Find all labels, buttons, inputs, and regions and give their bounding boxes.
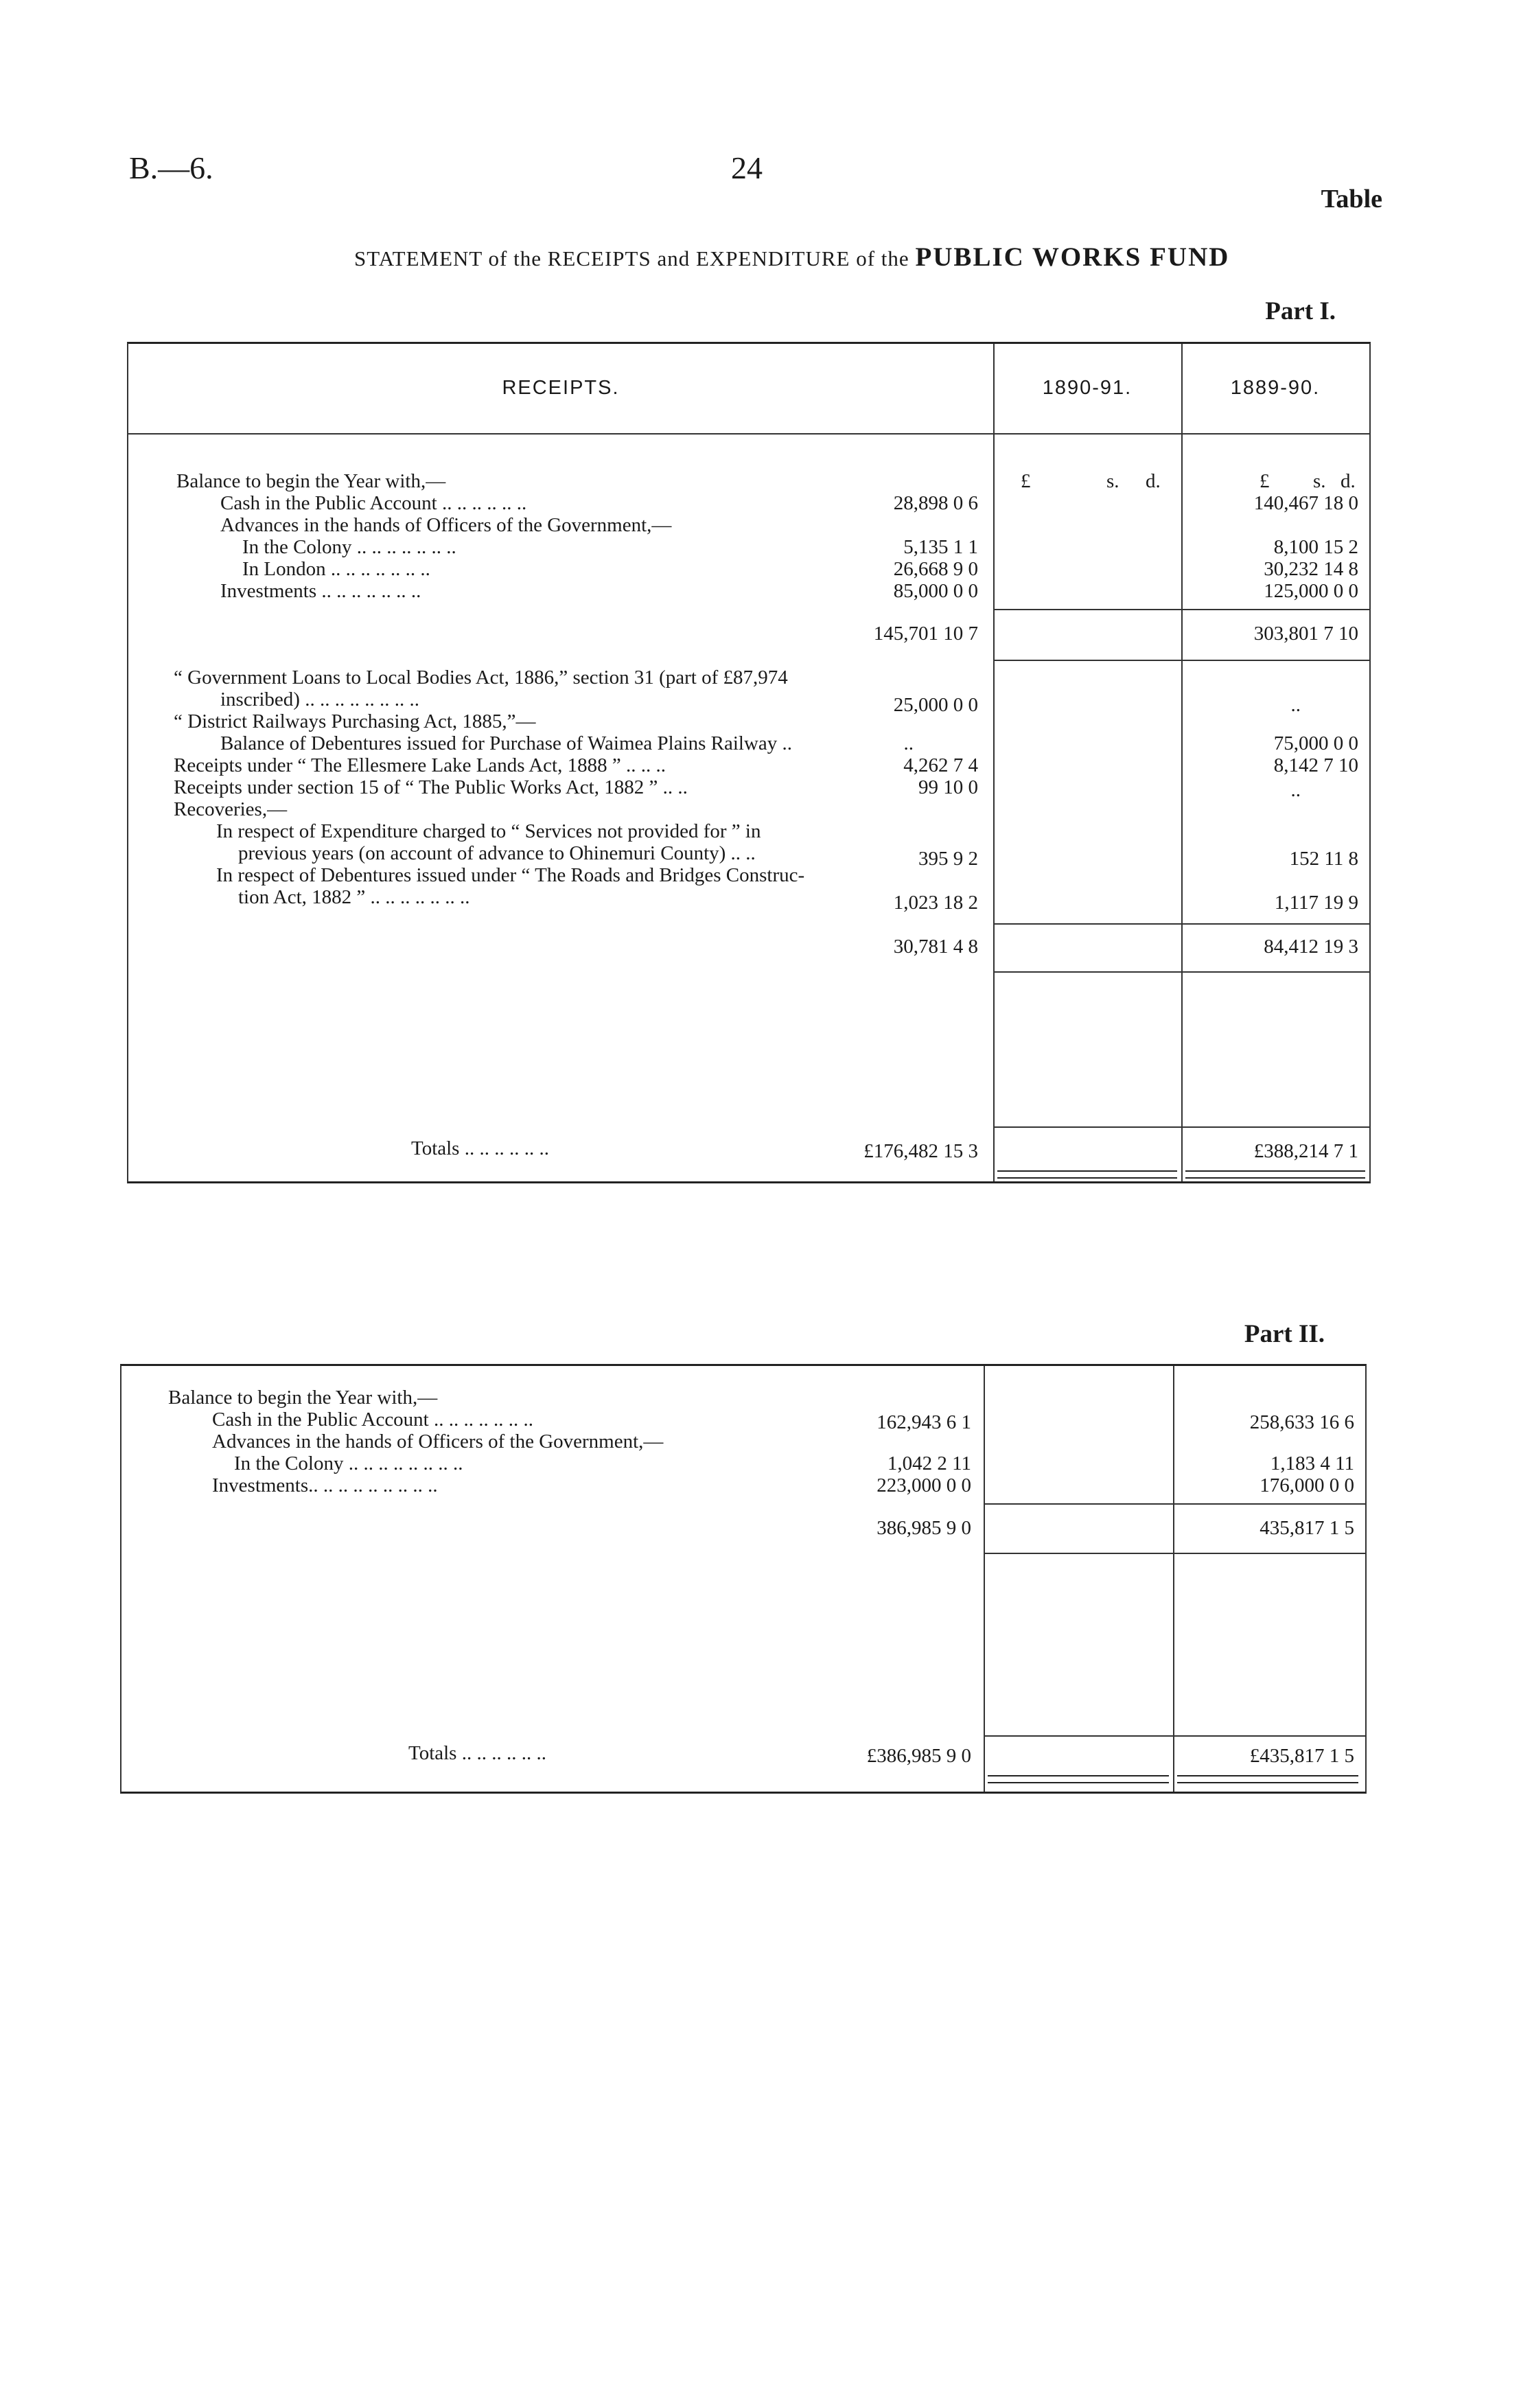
statement-title: [354, 242, 1229, 273]
p2-row-4: Investments.. .. .. .. .. .. .. .. ..: [212, 1474, 438, 1496]
unit-pound-y2: £: [1260, 470, 1270, 492]
p1-row2-1-y1: 25,000 0 0: [893, 694, 978, 716]
part-1-table: [127, 342, 1371, 1183]
p2-totals-label: Totals .. .. .. .. .. ..: [408, 1742, 546, 1764]
p1-row2-3: Balance of Debentures issued for Purchase of Waimea Plains Railway ..: [220, 732, 793, 754]
p2-row-4-y2: 176,000 0 0: [1260, 1474, 1354, 1496]
p1-row-1-y1: 28,898 0 6: [893, 492, 978, 514]
p2-totals-y2: £435,817 1 5: [1249, 1745, 1354, 1767]
p2-row-3: In the Colony .. .. .. .. .. .. .. ..: [234, 1452, 463, 1474]
p1-row2-8: previous years (on account of advance to Ohinemuri County) .. ..: [238, 842, 756, 864]
title-prefix: STATEMENT of the RECEIPTS and EXPENDITURE of the: [354, 246, 909, 270]
fund-name: PUBLIC WORKS FUND: [915, 242, 1230, 272]
p1-row2-8-y1: 395 9 2: [918, 848, 978, 870]
col-1889-90-header: 1889-90.: [1230, 377, 1321, 399]
p1-row2-5-y1: 99 10 0: [918, 776, 978, 798]
p1-row2-3-y2: 75,000 0 0: [1273, 732, 1358, 754]
p1-row-5-y2: 125,000 0 0: [1264, 580, 1358, 602]
p1-row-3-y2: 8,100 15 2: [1273, 536, 1358, 558]
part-2-table: [120, 1364, 1367, 1794]
part-2-label: Part II.: [1244, 1320, 1325, 1348]
p1-row-5: Investments .. .. .. .. .. .. ..: [220, 580, 421, 602]
p1-row2-4-y1: 4,262 7 4: [903, 754, 978, 776]
p1-row-1-y2: 140,467 18 0: [1253, 492, 1358, 514]
p1-subtotal-1-y2: 303,801 7 10: [1253, 623, 1358, 645]
p2-row-4-y1: 223,000 0 0: [877, 1474, 971, 1496]
col-1890-91-header: 1890-91.: [1042, 377, 1133, 399]
p1-row2-10: tion Act, 1882 ” .. .. .. .. .. .. ..: [238, 886, 470, 908]
p2-row-1: Cash in the Public Account .. .. .. .. .. .. ..: [212, 1409, 533, 1431]
p1-totals-y1: £176,482 15 3: [863, 1140, 978, 1162]
p1-row2-0: “ Government Loans to Local Bodies Act, 1886,” section 31 (part of £87,974: [174, 667, 788, 688]
p1-row2-4: Receipts under “ The Ellesmere Lake Lands Act, 1888 ” .. .. ..: [174, 754, 666, 776]
p2-subtotal-y2: 435,817 1 5: [1260, 1517, 1354, 1539]
document-reference: B.—6.: [129, 150, 213, 185]
p1-row-3-y1: 5,135 1 1: [903, 536, 978, 558]
p1-row2-2: “ District Railways Purchasing Act, 1885,”—: [174, 710, 536, 732]
p2-row-0: Balance to begin the Year with,—: [168, 1387, 438, 1409]
p2-row-1-y2: 258,633 16 6: [1249, 1411, 1354, 1433]
p1-row-1: Cash in the Public Account .. .. .. .. .. ..: [220, 492, 527, 514]
p2-row-2: Advances in the hands of Officers of the Government,—: [212, 1431, 664, 1452]
page-number: 24: [731, 150, 763, 185]
p1-row2-8-y2: 152 11 8: [1289, 848, 1358, 870]
unit-d-y1: d.: [1146, 470, 1161, 492]
p1-row2-6: Recoveries,—: [174, 798, 288, 820]
unit-d-y2: d.: [1340, 470, 1356, 492]
p1-row2-5: Receipts under section 15 of “ The Public Works Act, 1882 ” .. ..: [174, 776, 688, 798]
p1-row2-10-y2: 1,117 19 9: [1274, 892, 1358, 914]
unit-s-y2: s.: [1313, 470, 1326, 492]
p1-row-4-y1: 26,668 9 0: [893, 558, 978, 580]
p1-subtotal-2-y2: 84,412 19 3: [1264, 936, 1358, 958]
p1-totals-label: Totals .. .. .. .. .. ..: [411, 1137, 549, 1159]
p1-row-4-y2: 30,232 14 8: [1264, 558, 1358, 580]
unit-pound-y1: £: [1021, 470, 1031, 492]
p1-subtotal-2-y1: 30,781 4 8: [893, 936, 978, 958]
p2-row-3-y1: 1,042 2 11: [887, 1452, 971, 1474]
p1-row-5-y1: 85,000 0 0: [893, 580, 978, 602]
p2-totals-y1: £386,985 9 0: [866, 1745, 971, 1767]
p1-row2-3-y1: ..: [903, 732, 914, 754]
p2-subtotal-y1: 386,985 9 0: [877, 1517, 971, 1539]
part-1-label: Part I.: [1265, 297, 1336, 325]
col-receipts-header: RECEIPTS.: [502, 377, 620, 399]
p1-row2-1: inscribed) .. .. .. .. .. .. .. ..: [220, 688, 419, 710]
p1-row2-5-y2: ..: [1290, 779, 1301, 801]
p1-row-4: In London .. .. .. .. .. .. ..: [242, 558, 430, 580]
table-label: Table: [1321, 185, 1382, 213]
p2-row-3-y2: 1,183 4 11: [1270, 1452, 1354, 1474]
p1-row2-1-y2: ..: [1290, 694, 1301, 716]
p1-row-3: In the Colony .. .. .. .. .. .. ..: [242, 536, 456, 558]
p1-subtotal-1-y1: 145,701 10 7: [873, 623, 978, 645]
p1-row2-4-y2: 8,142 7 10: [1273, 754, 1358, 776]
p1-row-0: Balance to begin the Year with,—: [176, 470, 446, 492]
p1-row2-7: In respect of Expenditure charged to “ Services not provided for ” in: [216, 820, 761, 842]
p1-row2-9: In respect of Debentures issued under “ The Roads and Bridges Construc-: [216, 864, 805, 886]
unit-s-y1: s.: [1106, 470, 1119, 492]
p1-totals-y2: £388,214 7 1: [1253, 1140, 1358, 1162]
p1-row2-10-y1: 1,023 18 2: [893, 892, 978, 914]
p1-row-2: Advances in the hands of Officers of the Government,—: [220, 514, 672, 536]
p2-row-1-y1: 162,943 6 1: [877, 1411, 971, 1433]
